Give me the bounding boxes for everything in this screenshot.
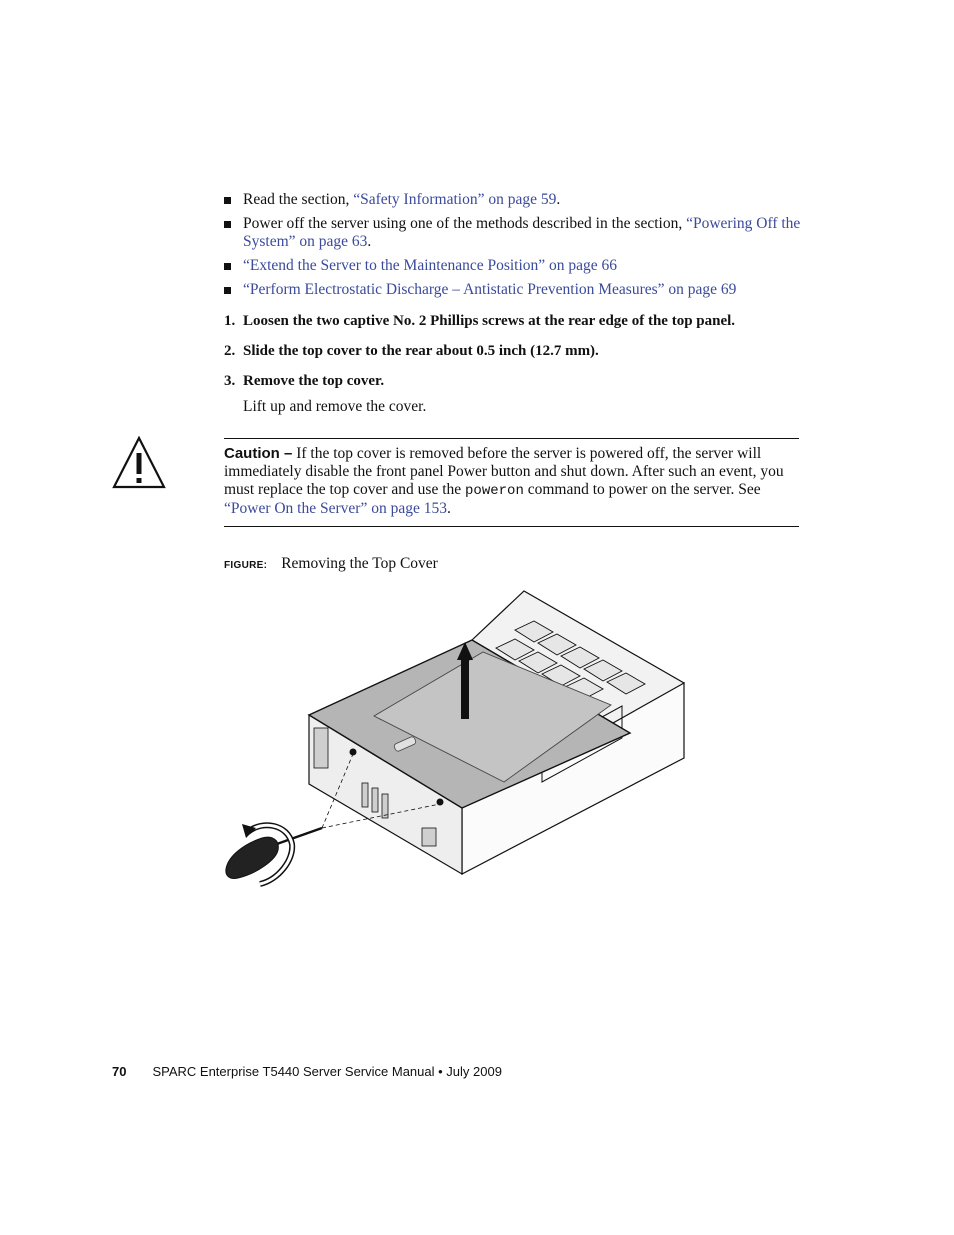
- command-code: poweron: [465, 483, 524, 499]
- caution-label: Caution –: [224, 445, 293, 462]
- warning-triangle-icon: [112, 436, 166, 490]
- page-footer: [112, 1064, 502, 1079]
- list-item: [224, 257, 804, 275]
- cross-reference-link[interactable]: “Extend the Server to the Maintenance Position” on page 66: [243, 257, 618, 274]
- figure-label: FIGURE:: [224, 560, 268, 571]
- document-title: SPARC Enterprise T5440 Server Service Manual • July 2009: [152, 1064, 502, 1079]
- bullet-icon: [224, 221, 231, 228]
- step-1: 1. Loosen the two captive No. 2 Phillips screws at the rear edge of the top panel.: [224, 313, 736, 329]
- figure-caption: FIGURE: Removing the Top Cover: [224, 555, 438, 572]
- caution-note: Caution – If the top cover is removed before the server is powered off, the server will immediately disable the front panel Power button and shut down. After such an event, you must replace the top cover and use the poweron command to power on the server. See “Power On the Server” on page 153.: [224, 438, 799, 527]
- prerequisite-list: [224, 191, 804, 305]
- cross-reference-link[interactable]: “Safety Information” on page 59: [353, 191, 557, 208]
- captive-screw-icon: [437, 799, 444, 806]
- list-item: Read the section, “Safety Information” on page 59.: [224, 191, 804, 209]
- server-top-cover-illustration: [222, 588, 700, 888]
- bullet-icon: [224, 263, 231, 270]
- step-3-detail: Lift up and remove the cover.: [243, 398, 427, 415]
- page-number: 70: [112, 1064, 127, 1079]
- cross-reference-link[interactable]: “Perform Electrostatic Discharge – Antistatic Prevention Measures” on page 69: [243, 281, 737, 298]
- cross-reference-link[interactable]: “Powering Off the System” on page 63: [243, 215, 801, 250]
- step-2: 2. Slide the top cover to the rear about 0.5 inch (12.7 mm).: [224, 343, 599, 359]
- bullet-icon: [224, 197, 231, 204]
- bullet-icon: [224, 287, 231, 294]
- list-item: Power off the server using one of the methods described in the section, “Powering Off the System” on page 63.: [224, 215, 804, 251]
- screwdriver-icon: [226, 824, 322, 884]
- step-3: 3. Remove the top cover.: [224, 373, 385, 389]
- list-item: [224, 281, 804, 299]
- cross-reference-link[interactable]: “Power On the Server” on page 153: [224, 500, 447, 517]
